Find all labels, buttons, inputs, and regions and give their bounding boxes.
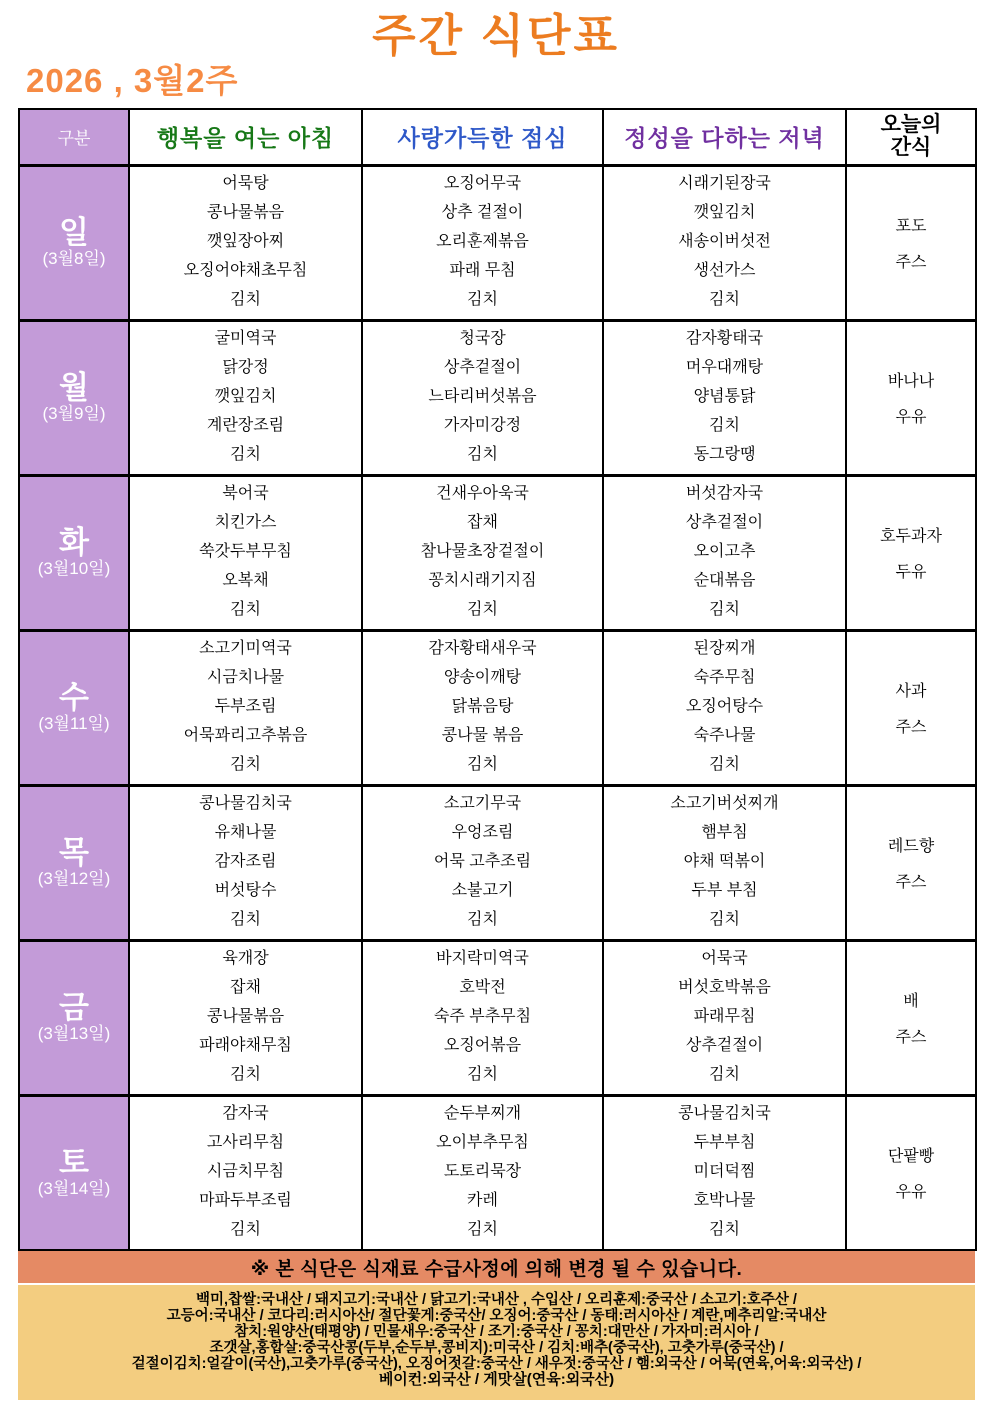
origin-line: 조갯살,홍합살:중국산콩(두부,순두부,콩비지):미국산 / 김치:배추(중국산), 고춧가루(중국산) / [209, 1340, 784, 1356]
day-row [19, 940, 976, 1095]
menu-item: 시금치나물 [206, 668, 285, 686]
day-row [19, 630, 976, 785]
menu-item: 김치 [467, 755, 498, 773]
day-label: 토 [59, 1145, 89, 1181]
menu-item: 오이부추무침 [436, 1134, 529, 1152]
menu-item: 오징어볶음 [443, 1036, 522, 1054]
menu-item: 햄부침 [701, 823, 748, 841]
dinner-cell [603, 475, 846, 630]
origin-line: 참치:원양산(태평양) / 민물새우:중국산 / 조기:중국산 / 꽁치:대만산 / 가자미:러시아 / [234, 1324, 759, 1340]
day-date: (3월10일) [37, 558, 111, 578]
menu-item: 북어국 [222, 485, 269, 502]
day-label: 목 [59, 834, 89, 870]
menu-item: 오복채 [222, 571, 269, 589]
menu-item: 닭볶음탕 [451, 697, 514, 715]
menu-item: 김치 [709, 600, 740, 618]
menu-item: 어묵탕 [222, 175, 269, 192]
menu-item: 양송이깨탕 [443, 668, 522, 686]
menu-item: 동그랑땡 [693, 445, 756, 463]
menu-item: 김치 [467, 445, 498, 463]
lunch-cell [362, 1095, 603, 1250]
snack-cell [846, 785, 976, 940]
menu-item: 감자국 [222, 1105, 269, 1123]
day-cell [19, 630, 129, 785]
menu-item: 감자황태새우국 [428, 640, 537, 657]
header-cell-snack [846, 109, 976, 165]
breakfast-items [130, 944, 361, 1091]
lunch-cell [362, 630, 603, 785]
snack-items [847, 169, 975, 316]
menu-item: 콩나물김치국 [678, 1105, 771, 1123]
day-cell [19, 1095, 129, 1250]
menu-item: 청국장 [459, 330, 506, 347]
day-date: (3월12일) [37, 868, 111, 888]
lunch-items [363, 479, 602, 626]
menu-item: 상추겉절이 [443, 358, 522, 376]
dinner-cell [603, 630, 846, 785]
menu-table [18, 108, 977, 1251]
menu-item: 계란장조림 [206, 416, 285, 434]
origin-line: 베이컨:외국산 / 게맛살(연육:외국산) [378, 1371, 615, 1388]
menu-item: 어묵국 [701, 950, 748, 967]
day-row [19, 320, 976, 475]
menu-item: 시래기된장국 [678, 175, 771, 192]
header-cell-breakfast: 행복을 여는 아침 [129, 109, 362, 165]
menu-item: 치킨가스 [214, 513, 277, 531]
header-row [19, 109, 976, 165]
menu-item: 머우대깨탕 [685, 358, 764, 376]
lunch-cell [362, 475, 603, 630]
menu-item: 소고기무국 [443, 795, 522, 812]
lunch-cell [362, 165, 603, 320]
menu-item: 두유 [895, 564, 927, 581]
dinner-items [604, 1099, 845, 1246]
menu-item: 김치 [230, 290, 261, 308]
lunch-cell [362, 940, 603, 1095]
day-date: (3월8일) [42, 248, 106, 268]
day-label: 일 [59, 214, 89, 250]
day-label: 화 [59, 524, 89, 560]
menu-item: 콩나물 볶음 [441, 726, 524, 744]
menu-item: 김치 [230, 600, 261, 618]
snack-header-line1: 오늘의 [880, 113, 942, 137]
snack-cell [846, 630, 976, 785]
menu-item: 도토리묵장 [443, 1163, 522, 1181]
menu-item: 잡채 [230, 978, 261, 996]
day-date: (3월11일) [38, 713, 110, 733]
menu-item: 김치 [230, 910, 261, 928]
dinner-cell [603, 940, 846, 1095]
menu-item: 숙주무침 [693, 668, 756, 686]
day-date: (3월13일) [37, 1023, 111, 1043]
lunch-items [363, 944, 602, 1091]
lunch-items [363, 1099, 602, 1246]
menu-item: 김치 [709, 416, 740, 434]
menu-item: 어묵꽈리고추볶음 [183, 726, 308, 744]
menu-item: 유채나물 [214, 823, 277, 841]
menu-item: 시금치무침 [206, 1163, 285, 1181]
breakfast-cell [129, 165, 362, 320]
menu-item: 콩나물볶음 [206, 203, 285, 221]
origin-line: 겉절이김치:얼갈이(국산),고춧가루(중국산), 오징어젓갈:중국산 / 새우젓:중국산 / 햄:외국산 / 어묵(연육,어육:외국산) / [131, 1356, 862, 1372]
menu-item: 깻잎김치 [214, 387, 277, 405]
menu-item: 주스 [895, 719, 927, 736]
menu-item: 김치 [230, 1065, 261, 1083]
breakfast-cell [129, 940, 362, 1095]
dinner-cell [603, 785, 846, 940]
day-label: 수 [59, 679, 89, 715]
lunch-items [363, 789, 602, 936]
menu-item: 쑥갓두부무침 [199, 542, 292, 560]
lunch-items [363, 634, 602, 781]
snack-cell [846, 475, 976, 630]
menu-item: 상추겉절이 [685, 513, 764, 531]
header-cell-gubun: 구분 [19, 109, 129, 165]
snack-items [847, 324, 975, 471]
menu-item: 김치 [709, 755, 740, 773]
origin-info-box [18, 1285, 975, 1400]
origin-line: 고등어:국내산 / 코다리:러시아산/ 절단꽃게:중국산/ 오징어:중국산 / 동태:러시아산 / 계란,메추리알:국내산 [166, 1308, 827, 1324]
menu-item: 소고기버섯찌개 [670, 795, 779, 812]
menu-item: 잡채 [467, 513, 498, 531]
breakfast-items [130, 479, 361, 626]
day-cell [19, 475, 129, 630]
day-date: (3월14일) [37, 1178, 111, 1198]
snack-cell [846, 1095, 976, 1250]
page-title: 주간 식단표 [372, 10, 620, 61]
menu-item: 김치 [467, 910, 498, 928]
lunch-cell [362, 320, 603, 475]
menu-item: 버섯탕수 [214, 881, 277, 899]
notice-text: ※ 본 식단은 식재료 수급사정에 의해 변경 될 수 있습니다. [250, 1258, 743, 1280]
breakfast-cell [129, 320, 362, 475]
menu-item: 바나나 [887, 373, 935, 390]
menu-item: 김치 [709, 910, 740, 928]
day-cell [19, 165, 129, 320]
menu-item: 오이고추 [693, 542, 756, 560]
menu-item: 우엉조림 [451, 823, 514, 841]
breakfast-cell [129, 1095, 362, 1250]
menu-item: 순대볶음 [693, 571, 756, 589]
breakfast-items [130, 634, 361, 781]
menu-item: 호박전 [459, 978, 506, 996]
menu-item: 숙주나물 [693, 726, 756, 744]
menu-item: 배 [903, 993, 919, 1010]
menu-item: 바지락미역국 [436, 950, 529, 967]
day-cell [19, 785, 129, 940]
day-label: 월 [59, 369, 89, 405]
snack-items [847, 789, 975, 936]
menu-item: 깻잎장아찌 [206, 232, 285, 250]
dinner-items [604, 479, 845, 626]
menu-item: 우유 [895, 409, 927, 426]
menu-item: 새송이버섯전 [678, 232, 771, 250]
menu-item: 꽁치시래기지짐 [428, 571, 537, 589]
breakfast-cell [129, 475, 362, 630]
day-row [19, 785, 976, 940]
menu-table-body [19, 165, 976, 1250]
menu-item: 파래야채무침 [199, 1036, 292, 1054]
snack-header-line2: 간식 [890, 135, 932, 159]
menu-item: 버섯감자국 [685, 485, 764, 502]
snack-items [847, 634, 975, 781]
breakfast-items [130, 1099, 361, 1246]
header-cell-dinner: 정성을 다하는 저녁 [603, 109, 846, 165]
header-cell-lunch: 사랑가득한 점심 [362, 109, 603, 165]
menu-item: 우유 [895, 1184, 927, 1202]
menu-item: 어묵 고추조림 [433, 852, 532, 870]
menu-item: 굴미역국 [214, 330, 277, 347]
menu-item: 야채 떡볶이 [683, 852, 766, 870]
menu-item: 호두과자 [880, 528, 942, 545]
menu-item: 육개장 [222, 950, 269, 967]
menu-item: 깻잎김치 [693, 203, 756, 221]
day-row [19, 165, 976, 320]
breakfast-cell [129, 630, 362, 785]
day-date: (3월9일) [42, 403, 106, 423]
menu-item: 양념통닭 [693, 387, 756, 405]
lunch-items [363, 169, 602, 316]
lunch-items [363, 324, 602, 471]
menu-item: 참나물초장겉절이 [420, 542, 545, 560]
menu-item: 김치 [467, 600, 498, 618]
menu-item: 생선가스 [693, 261, 756, 279]
snack-items [847, 1099, 975, 1246]
menu-item: 오리훈제볶음 [436, 232, 529, 250]
menu-item: 김치 [230, 445, 261, 463]
page-subtitle: 2026 , 3월2주 [26, 62, 239, 99]
dinner-cell [603, 165, 846, 320]
menu-item: 상추 겉절이 [441, 203, 524, 221]
day-cell [19, 320, 129, 475]
menu-item: 호박나물 [693, 1192, 756, 1210]
menu-item: 버섯호박볶음 [678, 978, 771, 996]
snack-items [847, 944, 975, 1091]
menu-item: 김치 [467, 290, 498, 308]
dinner-items [604, 944, 845, 1091]
menu-item: 가자미강정 [443, 416, 522, 434]
menu-item: 콩나물김치국 [199, 795, 292, 812]
menu-item: 사과 [895, 683, 927, 700]
menu-item: 두부 부침 [691, 881, 758, 899]
day-label: 금 [59, 989, 89, 1025]
menu-item: 주스 [895, 874, 927, 891]
dinner-items [604, 789, 845, 936]
menu-item: 된장찌개 [693, 640, 756, 657]
menu-item: 김치 [230, 1221, 261, 1239]
breakfast-items [130, 324, 361, 471]
menu-item: 숙주 부추무침 [433, 1007, 532, 1025]
menu-item: 순두부찌개 [443, 1105, 522, 1123]
lunch-cell [362, 785, 603, 940]
snack-cell [846, 940, 976, 1095]
menu-item: 건새우아욱국 [436, 485, 529, 502]
menu-item: 카레 [467, 1192, 498, 1210]
menu-item: 김치 [230, 755, 261, 773]
menu-item: 주스 [895, 254, 927, 271]
dinner-cell [603, 320, 846, 475]
menu-item: 미더덕찜 [693, 1163, 756, 1181]
snack-cell [846, 320, 976, 475]
dinner-cell [603, 1095, 846, 1250]
menu-item: 김치 [467, 1221, 498, 1239]
menu-item: 두부부침 [693, 1134, 756, 1152]
menu-item: 두부조림 [214, 697, 277, 715]
day-row [19, 475, 976, 630]
menu-item: 김치 [467, 1065, 498, 1083]
menu-item: 감자황태국 [685, 330, 764, 347]
menu-item: 오징어탕수 [685, 697, 764, 715]
breakfast-cell [129, 785, 362, 940]
menu-item: 소고기미역국 [199, 640, 292, 657]
snack-items [847, 479, 975, 626]
breakfast-items [130, 169, 361, 316]
menu-item: 파래무침 [693, 1007, 756, 1025]
menu-item: 김치 [709, 1065, 740, 1083]
menu-item: 주스 [895, 1029, 927, 1046]
menu-item: 오징어무국 [443, 175, 522, 192]
day-row [19, 1095, 976, 1250]
menu-item: 소불고기 [451, 881, 514, 899]
menu-item: 레드향 [887, 838, 935, 855]
menu-item: 김치 [709, 290, 740, 308]
menu-item: 마파두부조림 [199, 1192, 292, 1210]
origin-line: 백미,찹쌀:국내산 / 돼지고기:국내산 / 닭고기:국내산 , 수입산 / 오리훈제:중국산 / 소고기:호주산 / [196, 1292, 797, 1308]
menu-item: 오징어야채초무침 [183, 261, 308, 279]
menu-item: 포도 [895, 218, 927, 235]
menu-item: 닭강정 [222, 358, 269, 376]
menu-item: 콩나물볶음 [206, 1007, 285, 1025]
menu-item: 단팥빵 [887, 1148, 935, 1166]
menu-item: 감자조림 [214, 852, 277, 870]
snack-cell [846, 165, 976, 320]
day-cell [19, 940, 129, 1095]
menu-item: 김치 [709, 1221, 740, 1239]
menu-item: 상추겉절이 [685, 1036, 764, 1054]
menu-item: 고사리무침 [206, 1134, 285, 1152]
dinner-items [604, 324, 845, 471]
menu-item: 파래 무침 [449, 261, 516, 279]
notice-bar [18, 1251, 975, 1283]
dinner-items [604, 169, 845, 316]
menu-item: 느타리버섯볶음 [428, 387, 537, 405]
dinner-items [604, 634, 845, 781]
breakfast-items [130, 789, 361, 936]
